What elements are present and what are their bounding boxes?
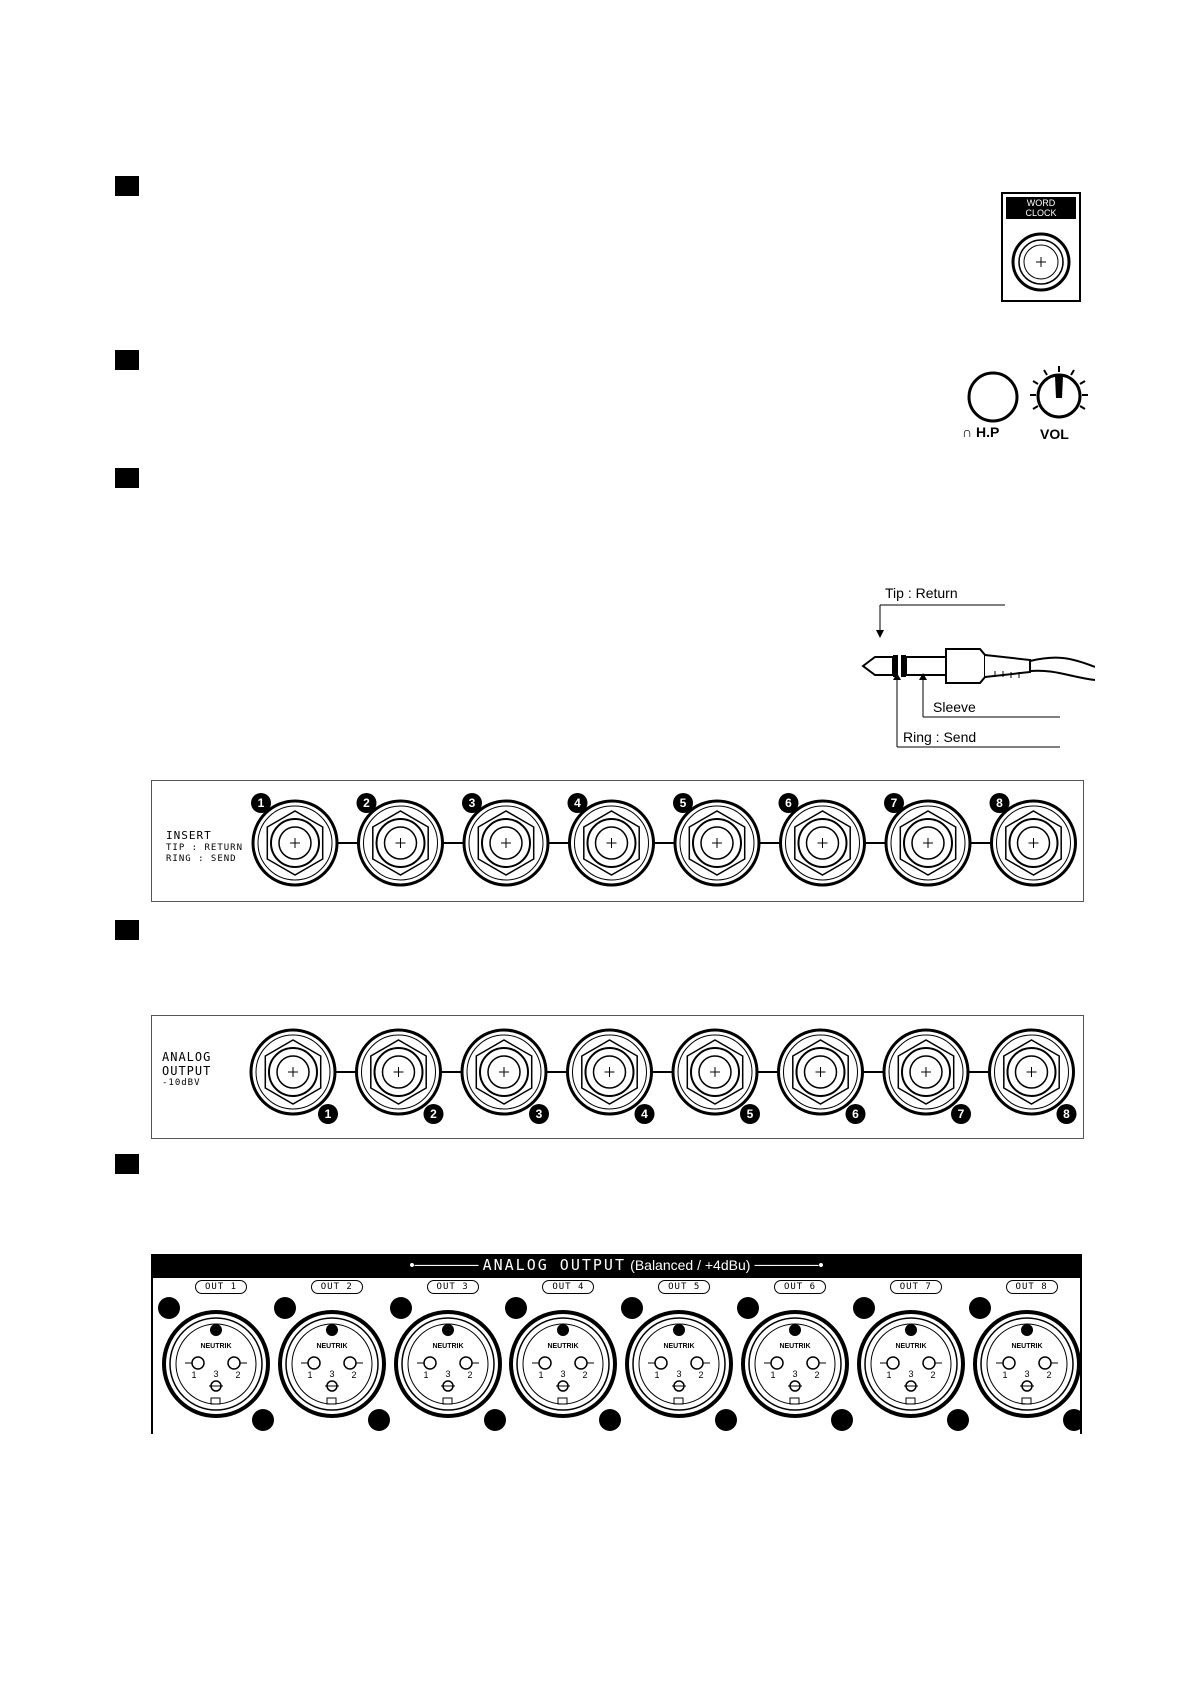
insert-jack-5 — [673, 793, 759, 885]
xlr-connector-icon — [504, 1294, 622, 1434]
analog-trs-jack-2-number: 2 — [430, 1107, 437, 1121]
analog-trs-title3: -10dBV — [162, 1078, 201, 1088]
analog-trs-jack-2-number-badge — [424, 1104, 444, 1124]
insert-jack-7-number-badge — [884, 793, 904, 813]
insert-jack-1-number: 1 — [257, 796, 265, 810]
xlr-header-title: ANALOG OUTPUT — [482, 1256, 626, 1274]
xlr-connector-icon — [968, 1294, 1082, 1434]
xlr-brand: NEUTRIK — [663, 1343, 695, 1350]
insert-jack-8 — [990, 793, 1076, 885]
insert-jack-7-number: 7 — [890, 796, 898, 810]
insert-panel-title: INSERT — [166, 829, 212, 842]
insert-panel-line3: RING : SEND — [166, 854, 237, 864]
xlr-output-label: OUT 6 — [774, 1280, 826, 1294]
insert-panel-line2: TIP : RETURN — [166, 843, 244, 853]
xlr-pin-number: 3 — [329, 1369, 335, 1379]
analog-trs-jack-4 — [568, 1030, 655, 1124]
xlr-output-label: OUT 8 — [1006, 1280, 1058, 1294]
xlr-brand: NEUTRIK — [200, 1343, 232, 1350]
analog-trs-jack-6-number-badge — [846, 1104, 866, 1124]
xlr-pin-number: 3 — [560, 1369, 566, 1379]
xlr-output-1 — [157, 1280, 275, 1434]
insert-jack-6 — [779, 793, 865, 885]
analog-trs-jack-3 — [462, 1030, 549, 1124]
xlr-connector-icon — [157, 1294, 275, 1434]
section-bullet-analog-trs — [115, 920, 139, 940]
xlr-pin-number: 1 — [1002, 1370, 1008, 1380]
xlr-pin-number: 1 — [886, 1370, 892, 1380]
xlr-pin-number: 1 — [423, 1370, 429, 1380]
word-clock-label-line1: WORD — [1026, 198, 1056, 208]
sleeve-label: Sleeve — [933, 699, 976, 715]
insert-jack-2 — [357, 793, 443, 885]
insert-jack-5-number-badge — [673, 793, 693, 813]
word-clock-figure — [1001, 192, 1081, 302]
xlr-output-label: OUT 1 — [195, 1280, 247, 1294]
xlr-connector-icon — [852, 1294, 970, 1434]
xlr-header-text: •────── ANALOG OUTPUT (Balanced / +4dBu) ──────• — [409, 1256, 824, 1274]
analog-trs-jack-3-number-badge — [529, 1104, 549, 1124]
analog-xlr-panel — [151, 1254, 1082, 1434]
word-clock-label-line2: CLOCK — [1025, 208, 1057, 218]
insert-jacks-graphic — [152, 781, 1083, 901]
xlr-output-8 — [968, 1280, 1082, 1434]
analog-trs-jack-5 — [673, 1030, 760, 1124]
xlr-output-3 — [389, 1280, 507, 1434]
insert-jack-2-number: 2 — [363, 796, 370, 810]
analog-trs-title1: ANALOG — [162, 1050, 212, 1064]
insert-jack-1-number-badge — [251, 793, 271, 813]
xlr-connector-icon — [389, 1294, 507, 1434]
ring-label: Ring : Send — [903, 729, 977, 745]
xlr-output-label: OUT 5 — [658, 1280, 710, 1294]
headphone-label — [962, 424, 1022, 444]
xlr-pin-number: 2 — [235, 1370, 241, 1380]
insert-jack-4-number-badge — [568, 793, 588, 813]
insert-jack-3 — [462, 793, 548, 885]
xlr-pin-number: 2 — [1046, 1370, 1052, 1380]
xlr-brand: NEUTRIK — [1011, 1343, 1043, 1350]
analog-trs-jack-7-number: 7 — [957, 1107, 965, 1121]
xlr-pin-number: 2 — [930, 1370, 936, 1380]
trs-plug-diagram — [855, 585, 1095, 755]
analog-trs-jack-5-number-badge — [740, 1104, 760, 1124]
xlr-pin-number: 2 — [582, 1370, 588, 1380]
analog-trs-jack-6-number: 6 — [852, 1107, 859, 1121]
xlr-pin-number: 2 — [698, 1370, 704, 1380]
analog-trs-jack-8-number: 8 — [1063, 1107, 1070, 1121]
xlr-output-5 — [620, 1280, 738, 1434]
insert-jack-3-number-badge — [462, 793, 482, 813]
analog-trs-jack-7 — [884, 1030, 971, 1124]
analog-trs-jack-4-number: 4 — [641, 1107, 648, 1121]
insert-jack-3-number: 3 — [468, 796, 476, 810]
analog-trs-jack-1 — [251, 1030, 338, 1124]
insert-jack-6-number: 6 — [785, 796, 792, 810]
insert-jack-4 — [568, 793, 654, 885]
xlr-pin-number: 2 — [814, 1370, 820, 1380]
xlr-connector-icon — [736, 1294, 854, 1434]
analog-trs-jack-2 — [357, 1030, 444, 1124]
xlr-connector-icon — [273, 1294, 391, 1434]
section-bullet-analog-xlr — [115, 1154, 139, 1174]
xlr-pin-number: 3 — [1024, 1369, 1030, 1379]
xlr-output-label: OUT 4 — [542, 1280, 594, 1294]
analog-trs-jack-5-number: 5 — [746, 1107, 754, 1121]
xlr-brand: NEUTRIK — [779, 1343, 811, 1350]
xlr-pin-number: 1 — [654, 1370, 660, 1380]
xlr-pin-number: 2 — [351, 1370, 357, 1380]
xlr-output-label: OUT 7 — [890, 1280, 942, 1294]
xlr-output-6 — [736, 1280, 854, 1434]
insert-jack-4-number: 4 — [574, 796, 581, 810]
analog-trs-jacks-graphic — [152, 1016, 1083, 1138]
xlr-output-2 — [273, 1280, 391, 1434]
xlr-pin-number: 1 — [538, 1370, 544, 1380]
xlr-header-subtitle: (Balanced / +4dBu) — [630, 1257, 751, 1273]
section-bullet-headphones — [115, 350, 139, 370]
insert-jack-7 — [884, 793, 970, 885]
analog-trs-jack-7-number-badge — [951, 1104, 971, 1124]
xlr-pin-number: 3 — [676, 1369, 682, 1379]
xlr-pin-number: 1 — [770, 1370, 776, 1380]
insert-jack-8-number: 8 — [996, 796, 1003, 810]
analog-trs-title2: OUTPUT — [162, 1064, 212, 1078]
xlr-brand: NEUTRIK — [895, 1343, 927, 1350]
xlr-output-label: OUT 3 — [427, 1280, 479, 1294]
xlr-brand: NEUTRIK — [547, 1343, 579, 1350]
analog-trs-jack-8 — [990, 1030, 1077, 1124]
xlr-output-7 — [852, 1280, 970, 1434]
analog-trs-jack-1-number: 1 — [324, 1107, 332, 1121]
insert-jack-6-number-badge — [779, 793, 799, 813]
xlr-brand: NEUTRIK — [432, 1343, 464, 1350]
headphone-jack — [966, 370, 1020, 424]
analog-trs-jack-1-number-badge — [318, 1104, 338, 1124]
xlr-pin-number: 2 — [467, 1370, 473, 1380]
insert-jack-5-number: 5 — [679, 796, 687, 810]
xlr-pin-number: 3 — [445, 1369, 451, 1379]
xlr-pin-number: 3 — [213, 1369, 219, 1379]
xlr-brand: NEUTRIK — [316, 1343, 348, 1350]
insert-panel — [151, 780, 1084, 902]
insert-jack-2-number-badge — [357, 793, 377, 813]
tip-label: Tip : Return — [885, 585, 958, 601]
xlr-output-label: OUT 2 — [311, 1280, 363, 1294]
analog-trs-jack-3-number: 3 — [535, 1107, 543, 1121]
analog-trs-panel — [151, 1015, 1084, 1139]
volume-label: VOL — [1040, 426, 1069, 442]
headphone-icon: ∩ — [962, 424, 973, 440]
xlr-output-4 — [504, 1280, 622, 1434]
xlr-pin-number: 1 — [307, 1370, 313, 1380]
section-bullet-insert — [115, 468, 139, 488]
analog-trs-jack-6 — [779, 1030, 866, 1124]
xlr-connector-icon — [620, 1294, 738, 1434]
insert-jack-1 — [251, 793, 337, 885]
xlr-pin-number: 3 — [792, 1369, 798, 1379]
analog-trs-jack-4-number-badge — [635, 1104, 655, 1124]
volume-knob — [1028, 364, 1090, 426]
section-bullet-word-clock — [115, 176, 139, 196]
xlr-pin-number: 3 — [908, 1369, 914, 1379]
hp-label: H.P — [976, 424, 1000, 440]
analog-trs-jack-8-number-badge — [1057, 1104, 1077, 1124]
xlr-pin-number: 1 — [191, 1370, 197, 1380]
insert-jack-8-number-badge — [990, 793, 1010, 813]
